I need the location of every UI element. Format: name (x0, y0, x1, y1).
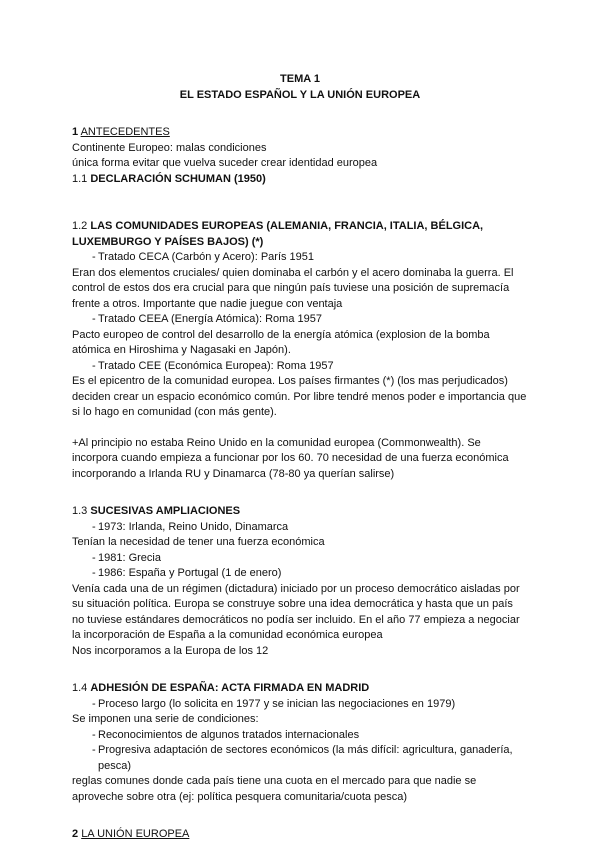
section-title: LA UNIÓN EUROPEA (81, 828, 190, 840)
section-number: 1 (72, 126, 79, 138)
section-1-3-heading (72, 504, 528, 520)
list-item: - Proceso largo (lo solicita en 1977 y se inician las negociaciones en 1979) (72, 697, 528, 713)
paragraph: Venía cada una de un régimen (dictadura) iniciado por un proceso democrático aisladas por su situación política. Europa se construye sobre una idea democrática y hasta que un país no tuviese estándares democráticos no podía ser incluido. En el año 77 empieza a negociar la incorporación de España a la comunidad económica europea (72, 582, 520, 641)
doc-title-line2: EL ESTADO ESPAÑOL Y LA UNIÓN EUROPEA (179, 88, 421, 101)
section-1-4-heading (72, 681, 528, 697)
document-page (72, 72, 528, 843)
list-item: - 1981: Grecia (72, 551, 528, 567)
section-1-2-heading (72, 219, 528, 250)
list-item: - Tratado CEEA (Energía Atómica): Roma 1957 (72, 312, 528, 328)
paragraph: Tenían la necesidad de tener una fuerza económica (72, 536, 325, 548)
section-number: 2 (72, 828, 79, 840)
paragraph: Pacto europeo de control del desarrollo de la energía atómica (explosion de la bomba atómica en Hiroshima y Nagasaki en Japón). (72, 328, 490, 356)
list-item: - Progresiva adaptación de sectores económicos (la más difícil: agricultura, ganadería, pesca) (72, 743, 528, 774)
section-title: DECLARACIÓN SCHUMAN (1950) (90, 172, 266, 185)
list-item: - 1986: España y Portugal (1 de enero) (72, 566, 528, 582)
section-title: SUCESIVAS AMPLIACIONES (90, 505, 241, 517)
paragraph: Es el epicentro de la comunidad europea. Los países firmantes (*) (los mas perjudicados) deciden crear un espacio económico común. Por libre tendré menos poder e importancia que si lo hago en comunidad (con más gente). (72, 375, 527, 418)
list-item: - Reconocimientos de algunos tratados internacionales (72, 728, 528, 744)
section-number: 1.4 (72, 682, 88, 694)
paragraph: Nos incorporamos a la Europa de los 12 (72, 644, 269, 657)
text-line: única forma evitar que vuelva suceder crear identidad europea (72, 157, 378, 169)
section-title: ADHESIÓN DE ESPAÑA: ACTA FIRMADA EN MADRID (90, 682, 370, 694)
paragraph: Eran dos elementos cruciales/ quien dominaba el carbón y el acero dominaba la guerra. El control de estos dos era crucial para que ningún país tuviese una posición de supremacía frente a otros. Importante que nadie juegue con ventaja (72, 266, 514, 310)
list-item: - Tratado CECA (Carbón y Acero): París 1951 (72, 250, 528, 266)
section-2-heading (72, 827, 528, 843)
section-number: 1.1 (72, 172, 88, 185)
text-line: Continente Europeo: malas condiciones (72, 141, 267, 154)
list-item: - 1973: Irlanda, Reino Unido, Dinamarca (72, 520, 528, 536)
section-1-heading (72, 125, 528, 141)
paragraph: +Al principio no estaba Reino Unido en la comunidad europea (Commonwealth). Se incorpora cuando empieza a funcionar por los 60. 70 necesidad de una fuerza económica incorporando a Irlanda RU y Dinamarca (78-80 ya querían salirse) (72, 436, 509, 480)
section-number: 1.3 (72, 505, 88, 517)
section-title: ANTECEDENTES (80, 126, 170, 138)
section-number: 1.2 (72, 220, 88, 232)
paragraph: Se imponen una serie de condiciones: (72, 713, 259, 725)
doc-title-line1: TEMA 1 (280, 73, 320, 85)
list-item: - Tratado CEE (Económica Europea): Roma 1957 (72, 359, 528, 375)
section-1-1-heading (72, 172, 528, 188)
paragraph: reglas comunes donde cada país tiene una cuota en el mercado para que nadie se aproveche sobre otra (ej: política pesquera comunitaria/cuota pesca) (72, 775, 477, 803)
section-title: LAS COMUNIDADES EUROPEAS (ALEMANIA, FRANCIA, ITALIA, BÉLGICA, LUXEMBURGO Y PAÍSES BAJOS) (*) (72, 220, 484, 248)
